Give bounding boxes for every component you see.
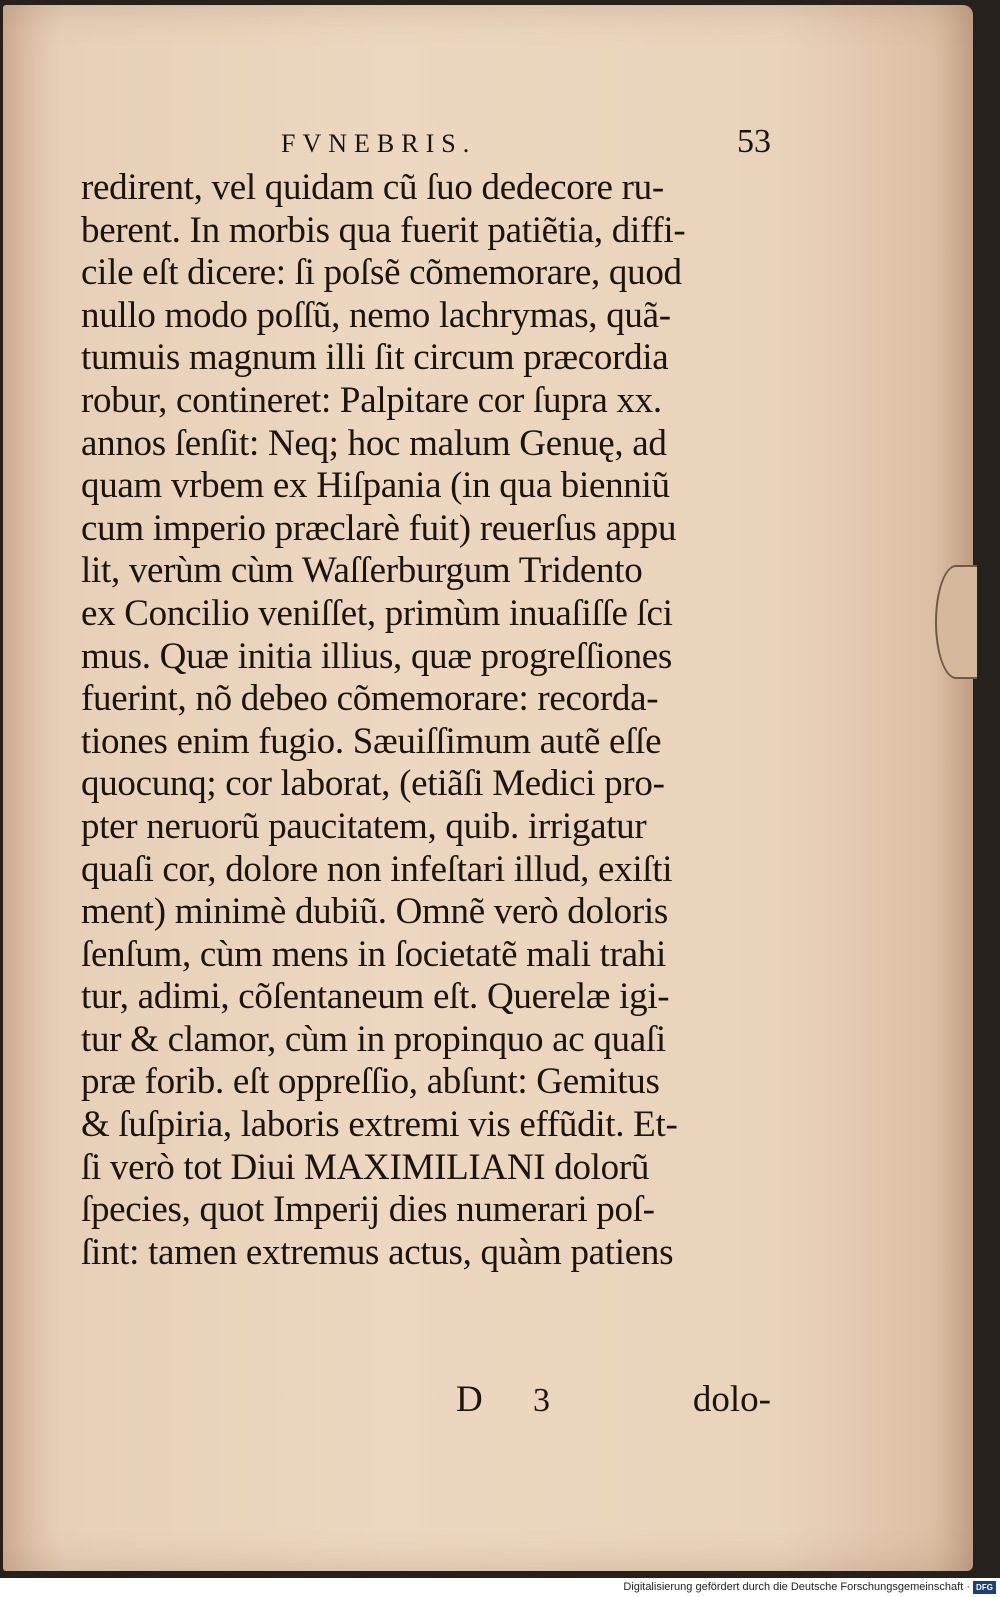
- text-line: tumuis magnum illi ſit circum præcordia: [81, 337, 669, 379]
- text-line: & ſuſpiria, laboris extremi vis effũdit. Et-: [81, 1104, 678, 1146]
- text-line: fuerint, nõ debeo cõmemorare: recorda-: [81, 678, 659, 720]
- text-line: ſint: tamen extremus actus, quàm patiens: [81, 1231, 674, 1273]
- running-head: [81, 123, 771, 163]
- dfg-logo: DFG: [973, 1581, 996, 1594]
- body-text: [81, 167, 781, 1274]
- text-line: quocunq; cor laborat, (etiãſi Medici pro-: [81, 763, 665, 805]
- text-line: annos ſenſit: Neq; hoc malum Genuę, ad: [81, 422, 667, 464]
- book-page: [3, 5, 973, 1571]
- text-line: quaſi cor, dolore non infeſtari illud, exiſti: [81, 848, 673, 890]
- text-line: ment) minimè dubiũ. Omnẽ verò doloris: [81, 891, 668, 933]
- funding-credit: Digitalisierung gefördert durch die Deutsche Forschungsgemeinschaft ·: [623, 1581, 970, 1593]
- text-line: nullo modo poſſũ, nemo lachrymas, quã-: [81, 294, 671, 336]
- text-line: redirent, vel quidam cũ ſuo dedecore ru-: [81, 167, 664, 208]
- page-footer: [81, 1378, 771, 1428]
- text-line: mus. Quæ initia illius, quæ progreſſiones: [81, 635, 672, 677]
- text-line: cile eſt dicere: ſi poſsẽ cõmemorare, quod: [81, 252, 682, 294]
- running-title: FVNEBRIS.: [281, 129, 477, 158]
- page-fold-edge: [935, 565, 977, 679]
- text-line: ſenſum, cùm mens in ſocietatẽ mali trahi: [81, 933, 666, 975]
- text-line: præ forib. eſt oppreſſio, abſunt: Gemitus: [81, 1061, 660, 1103]
- text-line: berent. In morbis qua fuerit patiẽtia, diffi-: [81, 209, 686, 251]
- text-line: pter neruorũ paucitatem, quib. irrigatur: [81, 805, 647, 847]
- text-line: cum imperio præclarè fuit) reuerſus appu: [81, 507, 677, 549]
- credit-bar: [0, 1578, 1000, 1597]
- text-line: tiones enim fugio. Sæuiſſimum autẽ eſſe: [81, 720, 662, 762]
- text-line: tur & clamor, cùm in propinquo ac quaſi: [81, 1018, 666, 1060]
- signature-mark: D: [456, 1379, 483, 1420]
- text-line: quam vrbem ex Hiſpania (in qua bienniũ: [81, 465, 670, 507]
- text-line: robur, contineret: Palpitare cor ſupra xx.: [81, 379, 662, 421]
- text-line: ſpecies, quot Imperij dies numerari poſ-: [81, 1189, 655, 1231]
- text-line: ſi verò tot Diui MAXIMILIANI dolorũ: [81, 1146, 650, 1188]
- page-number: 53: [737, 123, 771, 160]
- catchword: dolo-: [692, 1379, 771, 1420]
- text-line: tur, adimi, cõſentaneum eſt. Querelæ igi-: [81, 976, 670, 1018]
- text-line: ex Concilio veniſſet, primùm inuaſiſſe ſci: [81, 592, 673, 634]
- text-line: lit, verùm cùm Waſſerburgum Tridento: [81, 550, 643, 592]
- signature-number: 3: [533, 1382, 550, 1419]
